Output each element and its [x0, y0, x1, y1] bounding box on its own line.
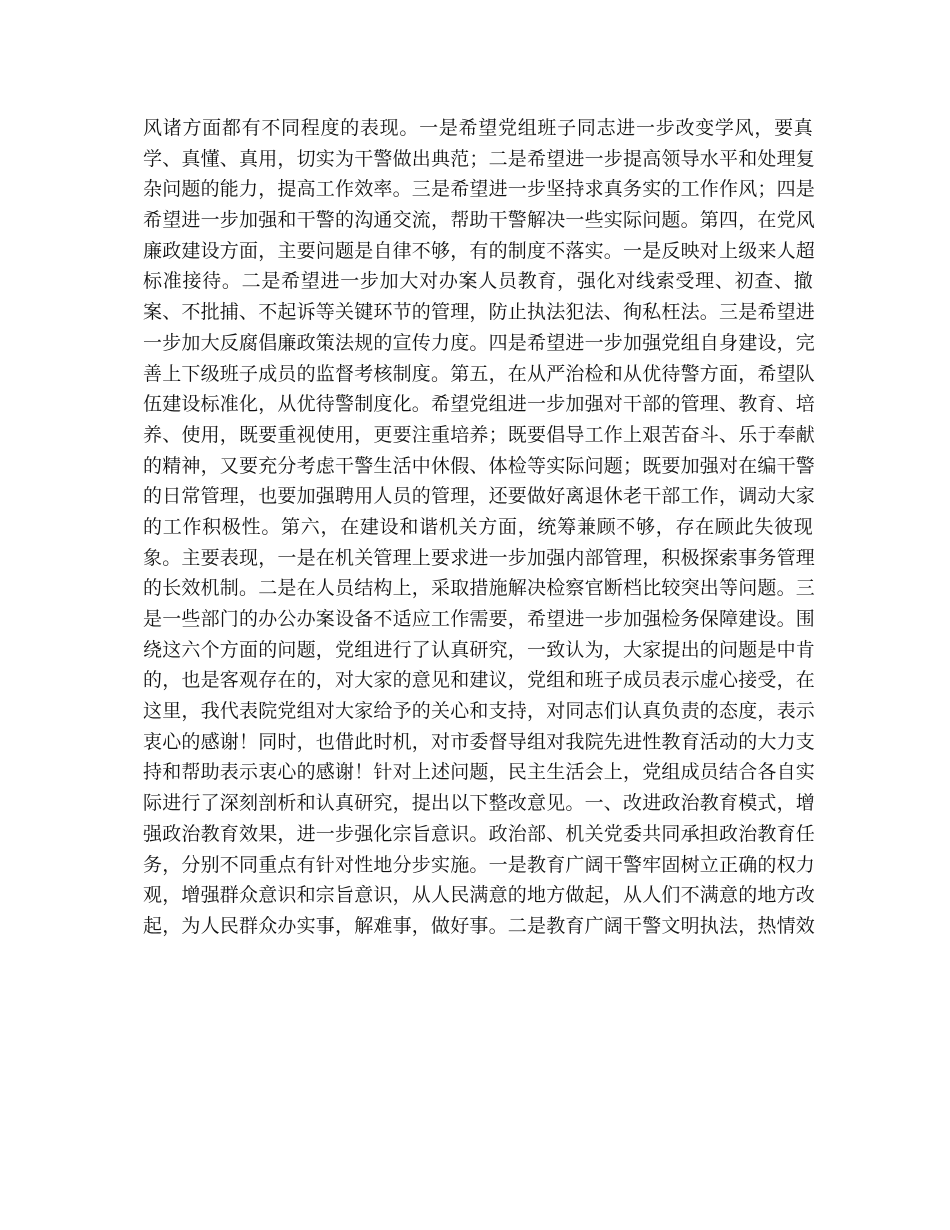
text-line: 的精神，又要充分考虑干警生活中休假、体检等实际问题；既要加强对在编干警 — [143, 454, 816, 477]
text-line: 伍建设标准化，从优待警制度化。希望党组进一步加强对干部的管理、教育、培 — [143, 393, 816, 416]
text-line: 持和帮助表示衷心的感谢！针对上述问题，民主生活会上，党组成员结合各自实 — [143, 761, 816, 784]
text-line: 的工作积极性。第六，在建设和谐机关方面，统筹兼顾不够，存在顾此失彼现 — [143, 515, 813, 538]
text-line: 绕这六个方面的问题，党组进行了认真研究，一致认为，大家提出的问题是中肯 — [143, 638, 816, 661]
text-line: 象。主要表现，一是在机关管理上要求进一步加强内部管理，积极探索事务管理 — [143, 546, 816, 569]
text-line: 的，也是客观存在的，对大家的意见和建议，党组和班子成员表示虚心接受，在 — [143, 669, 816, 692]
text-line: 起，为人民群众办实事，解难事，做好事。二是教育广阔干警文明执法，热情效 — [143, 914, 816, 937]
text-line: 养、使用，既要重视使用，更要注重培养；既要倡导工作上艰苦奋斗、乐于奉献 — [143, 423, 816, 446]
text-line: 杂问题的能力，提高工作效率。三是希望进一步坚持求真务实的工作作风；四是 — [143, 178, 816, 201]
text-line: 学、真懂、真用，切实为干警做出典范；二是希望进一步提高领导水平和处理复 — [143, 147, 816, 170]
text-line: 希望进一步加强和干警的沟通交流，帮助干警解决一些实际问题。第四，在党风 — [143, 209, 816, 232]
text-line: 一步加大反腐倡廉政策法规的宣传力度。四是希望进一步加强党组自身建设，完 — [143, 331, 816, 354]
text-line: 的日常管理，也要加强聘用人员的管理，还要做好离退休老干部工作，调动大家 — [143, 485, 816, 508]
text-line: 廉政建设方面，主要问题是自律不够，有的制度不落实。一是反映对上级来人超 — [143, 239, 816, 262]
text-line: 这里，我代表院党组对大家给予的关心和支持，对同志们认真负责的态度，表示 — [143, 700, 816, 723]
text-line: 善上下级班子成员的监督考核制度。第五，在从严治检和从优待警方面，希望队 — [143, 362, 816, 385]
text-line: 案、不批捕、不起诉等关键环节的管理，防止执法犯法、徇私枉法。三是希望进 — [143, 301, 816, 324]
body-text — [143, 113, 816, 942]
text-line: 际进行了深刻剖析和认真研究，提出以下整改意见。一、改进政治教育模式，增 — [143, 792, 816, 815]
text-line: 标准接待。二是希望进一步加大对办案人员教育，强化对线索受理、初查、撤 — [143, 270, 813, 293]
text-line: 风诸方面都有不同程度的表现。一是希望党组班子同志进一步改变学风，要真 — [143, 117, 813, 139]
text-line: 衷心的感谢！同时，也借此时机，对市委督导组对我院先进性教育活动的大力支 — [143, 730, 816, 753]
text-line: 强政治教育效果，进一步强化宗旨意识。政治部、机关党委共同承担政治教育任 — [143, 822, 816, 845]
text-line: 是一些部门的办公办案设备不适应工作需要，希望进一步加强检务保障建设。围 — [143, 608, 816, 630]
text-line: 的长效机制。二是在人员结构上，采取措施解决检察官断档比较突出等问题。三 — [143, 577, 816, 600]
text-line: 观，增强群众意识和宗旨意识，从人民满意的地方做起，从人们不满意的地方改 — [143, 884, 816, 907]
text-line: 务，分别不同重点有针对性地分步实施。一是教育广阔干警牢固树立正确的权力 — [143, 853, 816, 876]
